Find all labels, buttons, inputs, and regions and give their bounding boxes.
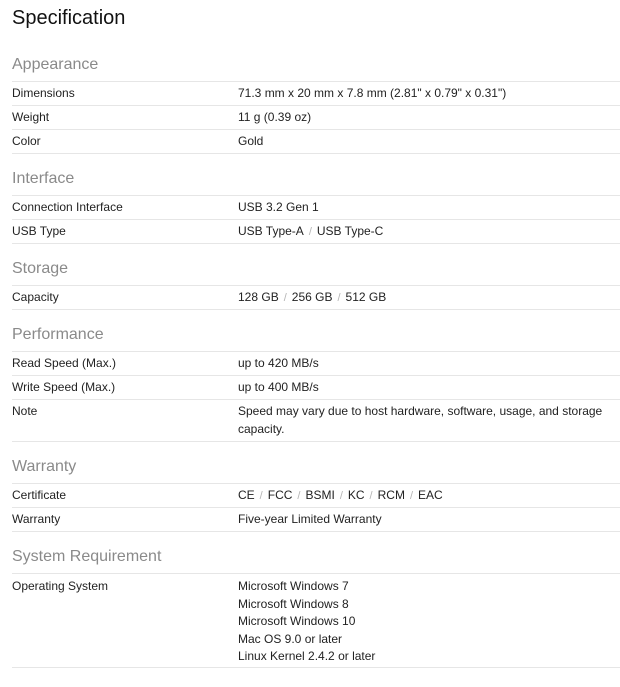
spec-value: USB 3.2 Gen 1 <box>238 200 319 214</box>
option-eac: EAC <box>418 488 443 502</box>
page-title: Specification <box>12 7 126 29</box>
separator: / <box>283 292 287 304</box>
spec-label: Warranty <box>12 512 61 526</box>
spec-row-connection-interface <box>12 196 620 220</box>
separator: / <box>369 490 373 502</box>
os-item: Microsoft Windows 8 <box>238 596 349 611</box>
spec-label: Connection Interface <box>12 200 123 214</box>
separator: / <box>259 490 263 502</box>
option-usb-type-a: USB Type-A <box>238 224 304 238</box>
spec-row-capacity <box>12 286 620 310</box>
spec-value-options <box>238 220 620 243</box>
spec-value: Five-year Limited Warranty <box>238 512 382 526</box>
section-title-interface: Interface <box>12 162 620 196</box>
section-interface <box>12 162 620 244</box>
option-kc: KC <box>347 488 365 502</box>
os-item: Mac OS 9.0 or later <box>238 631 343 646</box>
separator: / <box>308 226 312 238</box>
os-item: Microsoft Windows 10 <box>238 614 356 628</box>
section-title-warranty: Warranty <box>12 450 620 484</box>
option-bsmi: BSMI <box>305 488 335 502</box>
separator: / <box>297 490 301 502</box>
spec-label: Operating System <box>12 579 109 593</box>
section-title-appearance: Appearance <box>12 48 620 82</box>
spec-value: Gold <box>238 134 264 148</box>
spec-row-note <box>12 400 620 442</box>
spec-label: Weight <box>12 110 50 124</box>
separator: / <box>337 292 341 304</box>
os-item: Microsoft Windows 7 <box>238 579 349 593</box>
separator: / <box>409 490 413 502</box>
spec-row-read-speed <box>12 352 620 376</box>
spec-label: Dimensions <box>12 86 75 100</box>
section-title-system-requirement: System Requirement <box>12 540 620 574</box>
spec-row-write-speed <box>12 376 620 400</box>
section-performance <box>12 318 620 442</box>
spec-label: Write Speed (Max.) <box>12 380 116 394</box>
option-ce: CE <box>238 488 255 502</box>
spec-value: 11 g (0.39 oz) <box>238 110 312 124</box>
section-title-performance: Performance <box>12 318 620 352</box>
spec-row-usb-type <box>12 220 620 244</box>
spec-value: 71.3 mm x 20 mm x 7.8 mm (2.81" x 0.79" x 0.31") <box>238 86 507 100</box>
spec-row-color <box>12 130 620 154</box>
spec-label: Certificate <box>12 488 67 502</box>
spec-label: Read Speed (Max.) <box>12 356 117 370</box>
spec-row-weight <box>12 106 620 130</box>
option-usb-type-c: USB Type-C <box>316 224 384 238</box>
option-256gb: 256 GB <box>291 290 333 304</box>
option-fcc: FCC <box>267 488 293 502</box>
spec-value: Speed may vary due to host hardware, software, usage, and storage capacity. <box>238 404 603 436</box>
spec-label: USB Type <box>12 224 66 238</box>
spec-row-operating-system <box>12 574 620 668</box>
spec-row-warranty <box>12 508 620 532</box>
spec-value: up to 400 MB/s <box>238 380 319 394</box>
spec-row-certificate <box>12 484 620 508</box>
spec-value-options <box>238 484 620 507</box>
section-appearance <box>12 48 620 154</box>
section-storage <box>12 252 620 310</box>
option-rcm: RCM <box>377 488 405 502</box>
separator: / <box>339 490 343 502</box>
section-title-storage: Storage <box>12 252 620 286</box>
spec-label: Note <box>12 404 38 418</box>
spec-value-os-list <box>238 574 620 667</box>
option-512gb: 512 GB <box>345 290 387 304</box>
spec-value-options <box>238 286 620 309</box>
option-128gb: 128 GB <box>238 290 279 304</box>
section-warranty <box>12 450 620 532</box>
spec-label: Capacity <box>12 290 59 304</box>
spec-value: up to 420 MB/s <box>238 356 319 370</box>
spec-row-dimensions <box>12 82 620 106</box>
os-item: Linux Kernel 2.4.2 or later <box>238 649 376 663</box>
spec-label: Color <box>12 134 41 148</box>
section-system-requirement <box>12 540 620 668</box>
